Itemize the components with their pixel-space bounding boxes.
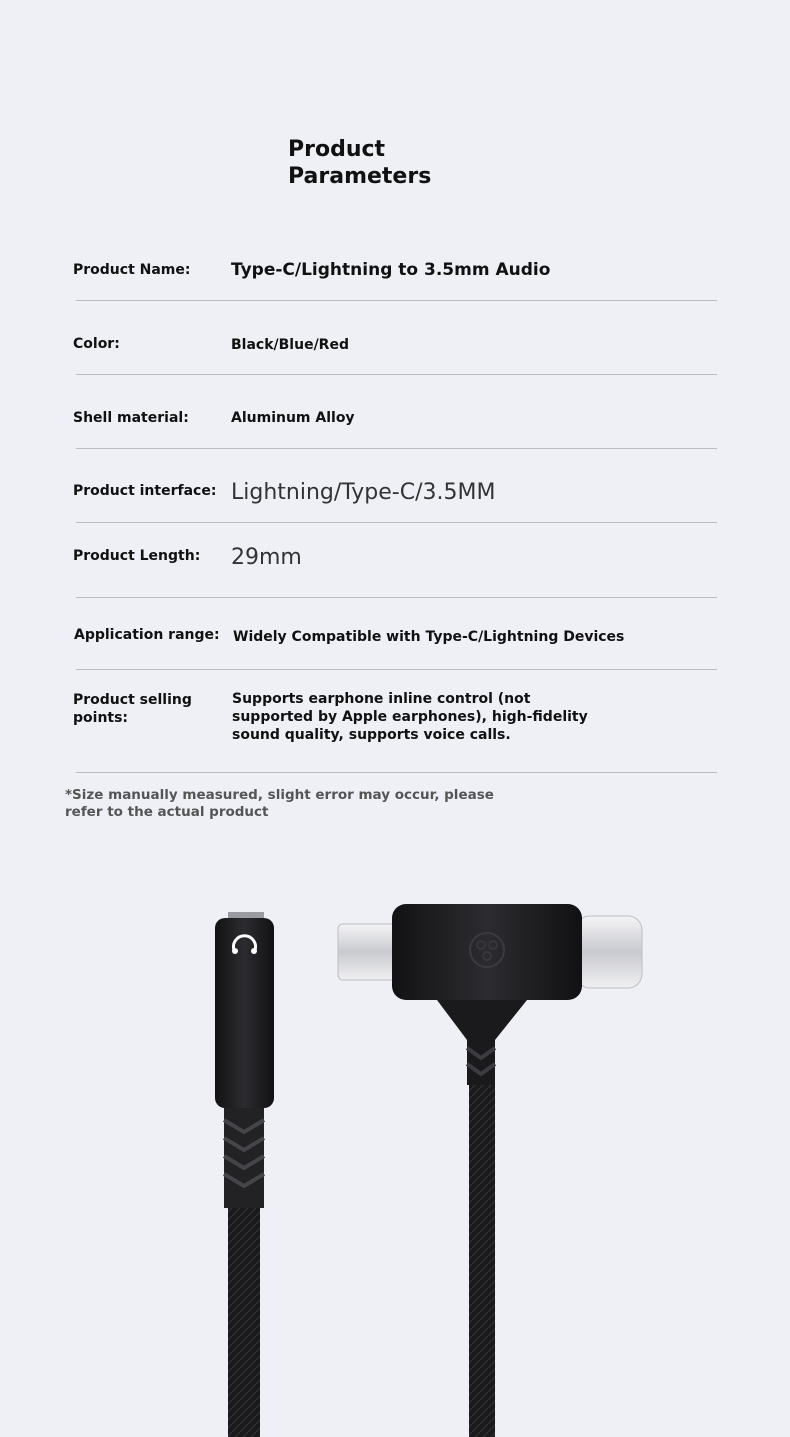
selling-points-label: Product selling points:: [73, 692, 192, 726]
title-line-2: Parameters: [288, 164, 432, 189]
divider: [76, 448, 717, 449]
divider: [76, 374, 717, 375]
title-line-1: Product: [288, 137, 386, 162]
divider: [76, 669, 717, 670]
divider: [76, 522, 717, 523]
divider: [76, 772, 717, 773]
product-interface-value: Lightning/Type-C/3.5MM: [231, 480, 496, 505]
shell-material-label: Shell material:: [73, 410, 189, 426]
application-range-value: Widely Compatible with Type-C/Lightning Devices: [233, 629, 625, 645]
product-name-value: Type-C/Lightning to 3.5mm Audio: [231, 260, 551, 280]
selling-points-value: Supports earphone inline control (not supported by Apple earphones), high-fidelity sound quality, supports voice calls.: [232, 691, 588, 743]
product-length-value: 29mm: [231, 545, 302, 570]
color-label: Color:: [73, 336, 120, 352]
product-interface-label: Product interface:: [73, 483, 217, 499]
page-title: [288, 136, 431, 190]
audio-jack: [215, 912, 274, 1437]
product-name-label: Product Name:: [73, 262, 191, 278]
shell-material-value: Aluminum Alloy: [231, 410, 355, 426]
t-adapter: [338, 904, 642, 1437]
color-value: Black/Blue/Red: [231, 337, 349, 353]
product-image: [0, 880, 790, 1437]
product-length-label: Product Length:: [73, 548, 201, 564]
divider: [76, 300, 717, 301]
divider: [76, 597, 717, 598]
application-range-label: Application range:: [74, 627, 220, 643]
measurement-note: *Size manually measured, slight error may occur, please refer to the actual product: [65, 787, 494, 820]
